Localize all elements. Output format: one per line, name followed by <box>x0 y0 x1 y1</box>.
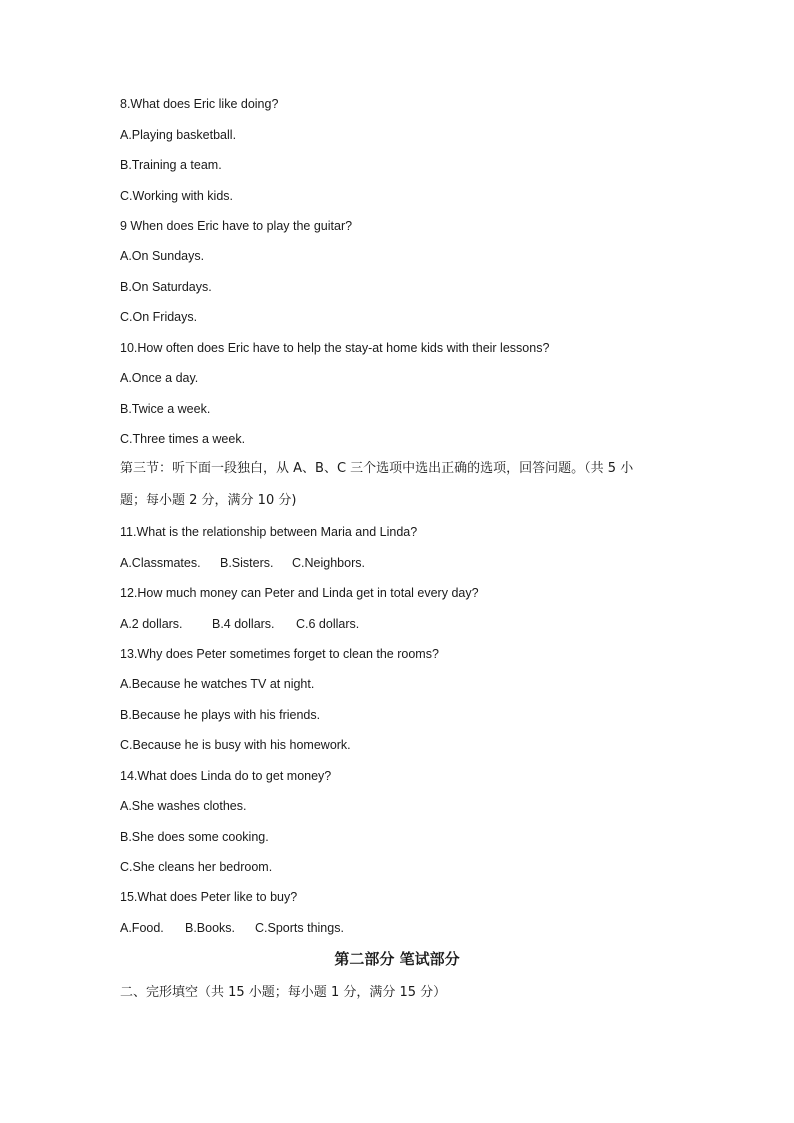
question-12-option-a: A.2 dollars. <box>120 617 183 631</box>
question-8: 8.What does Eric like doing? <box>120 97 279 111</box>
part-2-heading: 第二部分 笔试部分 <box>334 950 460 968</box>
question-8-option-b: B.Training a team. <box>120 158 222 172</box>
question-11-option-c: C.Neighbors. <box>292 556 365 570</box>
question-15-option-a: A.Food. <box>120 921 164 935</box>
question-14-option-a: A.She washes clothes. <box>120 799 247 813</box>
section-3-instruction-line-2: 题；每小题 2 分，满分 10 分) <box>120 493 297 508</box>
question-10: 10.How often does Eric have to help the stay-at home kids with their lessons? <box>120 341 550 355</box>
question-11-options <box>120 555 365 571</box>
question-10-option-b: B.Twice a week. <box>120 402 211 416</box>
question-9: 9 When does Eric have to play the guitar? <box>120 219 353 233</box>
question-12-option-b: B.4 dollars. <box>212 617 275 631</box>
question-15-option-b: B.Books. <box>185 921 236 935</box>
question-12-options <box>120 616 359 632</box>
question-14-option-c: C.She cleans her bedroom. <box>120 860 273 874</box>
section-3-instruction-line-1: 第三节：听下面一段独白，从 A、B、C 三个选项中选出正确的选项，回答问题。（共 5 小 <box>120 461 634 476</box>
question-9-option-b: B.On Saturdays. <box>120 280 212 294</box>
question-14: 14.What does Linda do to get money? <box>120 769 332 783</box>
question-12: 12.How much money can Peter and Linda get in total every day? <box>120 586 479 600</box>
question-9-option-c: C.On Fridays. <box>120 310 198 324</box>
part-2-subheading: 二、完形填空（共 15 小题；每小题 1 分，满分 15 分） <box>120 985 447 1000</box>
question-14-option-b: B.She does some cooking. <box>120 830 269 844</box>
question-10-option-c: C.Three times a week. <box>120 432 246 446</box>
question-13-option-a: A.Because he watches TV at night. <box>120 677 315 691</box>
question-9-option-a: A.On Sundays. <box>120 249 205 263</box>
question-12-option-c: C.6 dollars. <box>296 617 360 631</box>
question-8-option-a: A.Playing basketball. <box>120 128 237 142</box>
question-13-option-b: B.Because he plays with his friends. <box>120 708 321 722</box>
question-11-option-b: B.Sisters. <box>220 556 274 570</box>
question-11-option-a: A.Classmates. <box>120 556 201 570</box>
question-13-option-c: C.Because he is busy with his homework. <box>120 738 351 752</box>
question-15-options <box>120 920 344 936</box>
question-13: 13.Why does Peter sometimes forget to clean the rooms? <box>120 647 439 661</box>
question-10-option-a: A.Once a day. <box>120 371 199 385</box>
question-15: 15.What does Peter like to buy? <box>120 890 298 904</box>
question-11: 11.What is the relationship between Maria and Linda? <box>120 525 418 539</box>
question-8-option-c: C.Working with kids. <box>120 189 233 203</box>
question-15-option-c: C.Sports things. <box>255 921 344 935</box>
